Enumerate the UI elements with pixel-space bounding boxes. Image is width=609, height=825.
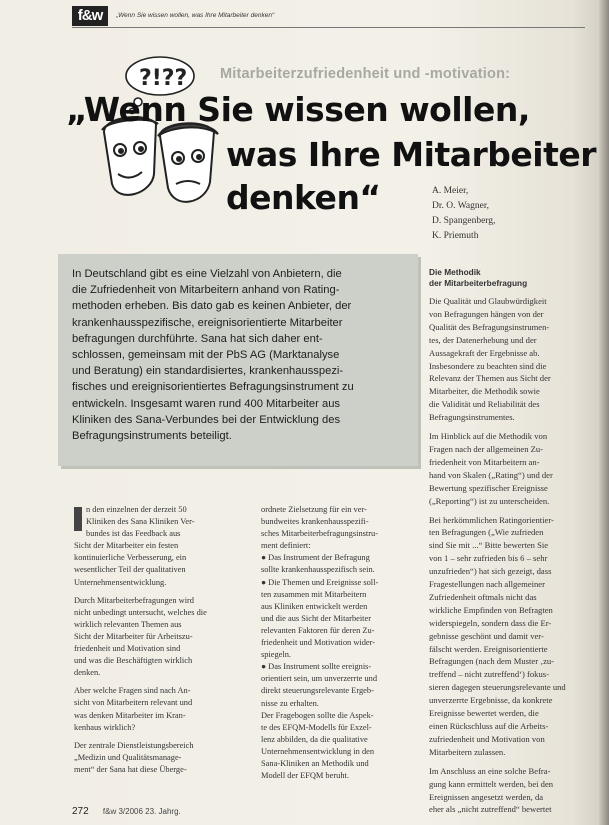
text-line: denken. (74, 668, 101, 678)
text-line: sieren dagegen steuerungsrelevante und (429, 682, 566, 693)
text-line: Unternehmensentwicklung in den (261, 746, 375, 756)
text-line: wirkliche Empfinden von Befragten (429, 604, 553, 615)
text-line: Befragungen (nach dem Muster ‚zu- (429, 656, 555, 667)
headline-line-1: „Wenn Sie wissen wollen, (66, 90, 530, 129)
text-line: Mitarbeiter, die Methodik sowie (429, 386, 540, 397)
author: A. Meier, (432, 186, 469, 196)
text-line: wirklich relevanten Themen aus (74, 619, 182, 629)
text-line: die Validität und Reliabilität des (429, 399, 540, 410)
intro-line: Kliniken des Sana-Verbundes bei der Entwicklung des (72, 413, 341, 426)
text-line: Sana-Kliniken an Methodik und (261, 758, 369, 768)
paragraph (429, 765, 597, 817)
text-line: Durch Mitarbeiterbefragungen wird (74, 595, 194, 605)
text-line: ● Das Instrument sollte ereignis- (261, 662, 372, 672)
page-spine-shadow (599, 0, 609, 825)
text-line: eher als „nicht zutreffend“ bewertet (429, 804, 552, 815)
text-line: wesentlicher Teil der qualitativen (74, 565, 186, 575)
text-line: „Medizin und Qualitätsmanage- (74, 752, 182, 762)
text-line: Insbesondere zu beachten sind die (429, 360, 547, 371)
text-line: Sicht der Mitarbeiter für Arbeitszu- (74, 631, 193, 641)
intro-line: Befragungsinstruments beteiligt. (72, 430, 232, 443)
text-line: Unternehmensentwicklung. (74, 577, 167, 587)
text-line: nicht unbedingt untersucht, welches die (74, 607, 207, 617)
text-line: zufriedenheit und Motivation von (429, 733, 545, 744)
headline-line-2: was Ihre Mitarbeiter (226, 135, 597, 174)
right-column (429, 267, 597, 816)
paragraph (429, 514, 597, 759)
text-line: Ereignissen angesetzt werden, da (429, 791, 544, 802)
text-line: widerspiegeln, sondern dass die Er- (429, 617, 552, 628)
header-rule (72, 27, 585, 28)
text-line: Fragen nach der allgemeinen Zu- (429, 443, 544, 454)
text-line: relevanten Faktoren für deren Zu- (261, 625, 375, 635)
magazine-logo: f&w (72, 6, 108, 26)
text-line: kontinuierliche Verbesserung, ein (74, 553, 187, 563)
body-column-middle (261, 504, 424, 782)
text-line: was denken Mitarbeiter im Kran- (74, 710, 186, 720)
text-line: von Befragungen hängen von der (429, 308, 544, 319)
text-line: gebnisse geschönt und damit ver- (429, 630, 544, 641)
text-line: Qualität des Befragungsinstrumen- (429, 321, 550, 332)
text-line: hand von Skalen („Rating“) und der (429, 469, 553, 480)
text-line: („Reporting“) ist zu unterscheiden. (429, 495, 550, 506)
bubble-text: ?!?? (139, 66, 188, 91)
text-line: Im Hinblick auf die Methodik von (429, 431, 548, 442)
intro-text (72, 266, 412, 444)
text-line: tes, der Datenerhebung und der (429, 334, 537, 345)
text-line: sicht von Mitarbeitern relevant und (74, 698, 193, 708)
text-line: ● Die Themen und Ereignisse soll- (261, 577, 379, 587)
text-line: Bewertung spezifischer Ereignisse (429, 482, 548, 493)
article-kicker: Mitarbeiterzufriedenheit und -motivation: (220, 66, 511, 82)
text-line: unverzerrte Ergebnisse, da konkrete (429, 695, 553, 706)
author: D. Spangenberg, (432, 216, 496, 226)
text-line: unzufrieden“) hat sich gezeigt, dass (429, 566, 552, 577)
text-line: Zufriedenheit oftmals nicht das (429, 591, 537, 602)
intro-line: entwickeln. Insgesamt waren rund 400 Mitarbeiter aus (72, 397, 341, 410)
page-number: 272 (72, 806, 89, 817)
text-line: ment“ der Sana hat diese Überge- (74, 764, 187, 774)
text-line: Sicht der Mitarbeiter ein festen (74, 541, 179, 551)
text-line: orientiert sein, um unverzerrte und (261, 674, 378, 684)
text-line: Befragungsinstrumentes. (429, 412, 515, 423)
intro-line: In Deutschland gibt es eine Vielzahl von Anbietern, die (72, 268, 342, 280)
text-line: treffend – nicht zutreffend‘) fokus- (429, 669, 549, 680)
text-line: Die Qualität und Glaubwürdigkeit (429, 296, 547, 306)
headline-line-3: denken“ (226, 178, 381, 217)
text-line: lenz abbilden, da die qualitative (261, 734, 368, 744)
text-line: ment definiert: (261, 541, 311, 551)
cartoon-heads-illustration (98, 54, 238, 219)
paragraph (429, 430, 597, 507)
text-line: direkt steuerungsrelevante Ergeb- (261, 686, 374, 696)
text-line: bundes ist das Feedback aus (86, 529, 181, 539)
text-line: friedenheit und Motivation wider- (261, 638, 376, 648)
text-line: ordnete Zielsetzung für ein ver- (261, 505, 367, 514)
text-line: friedenheit und Motivation sind (74, 644, 181, 654)
text-line: einen Rückschluss auf die Arbeits- (429, 721, 549, 731)
text-line: Fragestellungen nach allgemeiner (429, 579, 545, 590)
text-line: ten zusammen mit Mitarbeitern (261, 589, 367, 599)
text-line: nisse zu erhalten. (261, 698, 319, 708)
section-heading: Die Methodik (429, 267, 481, 277)
text-line: und was die Beschäftigten wirklich (74, 656, 193, 666)
intro-line: befragungen durchführte. Sana hat sich daher ent- (72, 332, 323, 345)
intro-line: die Zufriedenheit von Mitarbeitern anhand von Rating- (72, 284, 340, 297)
author-list (432, 184, 495, 244)
text-line: friedenheit von Mitarbeitern an- (429, 456, 540, 467)
text-line: Kliniken des Sana Kliniken Ver- (86, 517, 195, 527)
text-line: bundweites krankenhausspezifi- (261, 517, 369, 527)
text-line: fälscht werden. Ereignisorientierte (429, 643, 548, 654)
intro-line: fisches und ereignisorientiertes Befragungsinstrument zu (72, 381, 354, 394)
text-line: Der zentrale Dienstleistungsbereich (74, 740, 194, 750)
author: K. Priemuth (432, 231, 479, 241)
journal-info: f&w 3/2006 23. Jahrg. (102, 807, 181, 816)
text-line: Der Fragebogen sollte die Aspek- (261, 710, 374, 720)
section-heading: der Mitarbeiterbefragung (429, 278, 528, 288)
text-line: sches Mitarbeiterbefragungsinstru- (261, 529, 378, 539)
text-line: und die aus Sicht der Mitarbeiter (261, 613, 372, 623)
text-line: ● Das Instrument der Befragung (261, 553, 370, 563)
text-line: te des EFQM-Modells für Exzel- (261, 722, 372, 732)
author: Dr. O. Wagner, (432, 201, 489, 211)
page-footer (72, 806, 181, 817)
text-line: Aber welche Fragen sind nach An- (74, 686, 191, 696)
text-line: Bei herkömmlichen Ratingorientier- (429, 514, 554, 525)
intro-line: methoden erheben. Bis dato gab es keinen Anbieter, der (72, 300, 352, 313)
text-line: Relevanz der Themen aus Sicht der (429, 373, 551, 384)
text-line: sollte krankenhausspezifisch sein. (261, 565, 375, 575)
body-column-left (74, 504, 254, 776)
text-line: Mitarbeitern zulassen. (429, 746, 506, 757)
text-line: gung kann ermittelt werden, bei den (429, 778, 554, 789)
text-line: von 1 – sehr zufrieden bis 6 – sehr (429, 553, 548, 564)
text-line: Ereignisse bewertet werden, die (429, 708, 539, 719)
text-line: ten Befragungen („Wie zufrieden (429, 527, 544, 538)
text-line: Im Anschluss an eine solche Befra- (429, 765, 551, 776)
right-head-icon (158, 123, 218, 202)
text-line: Modell der EFQM beruht. (261, 771, 349, 781)
text-line: aus Kliniken entwickelt werden (261, 601, 368, 611)
intro-line: schlossen, gemeinsam mit der PbS AG (Marktanalyse (72, 349, 340, 362)
text-line: n den einzelnen der derzeit 50 (86, 505, 187, 514)
text-line: spiegeln. (261, 650, 292, 660)
text-line: kenhaus wirklich? (74, 722, 136, 732)
text-line: sind Sie mit ...“ Bitte bewerten Sie (429, 540, 549, 551)
paragraph (429, 295, 597, 424)
text-line: Aussagekraft der Ergebnisse ab. (429, 347, 540, 358)
running-head: „Wenn Sie wissen wollen, was Ihre Mitarbeiter denken“ (116, 12, 275, 19)
intro-line: krankenhausspezifische, ereignisorientierte Mitarbeiter (72, 316, 343, 329)
intro-line: und Beratung) ein standardisiertes, krankenhausspezi- (72, 365, 344, 378)
